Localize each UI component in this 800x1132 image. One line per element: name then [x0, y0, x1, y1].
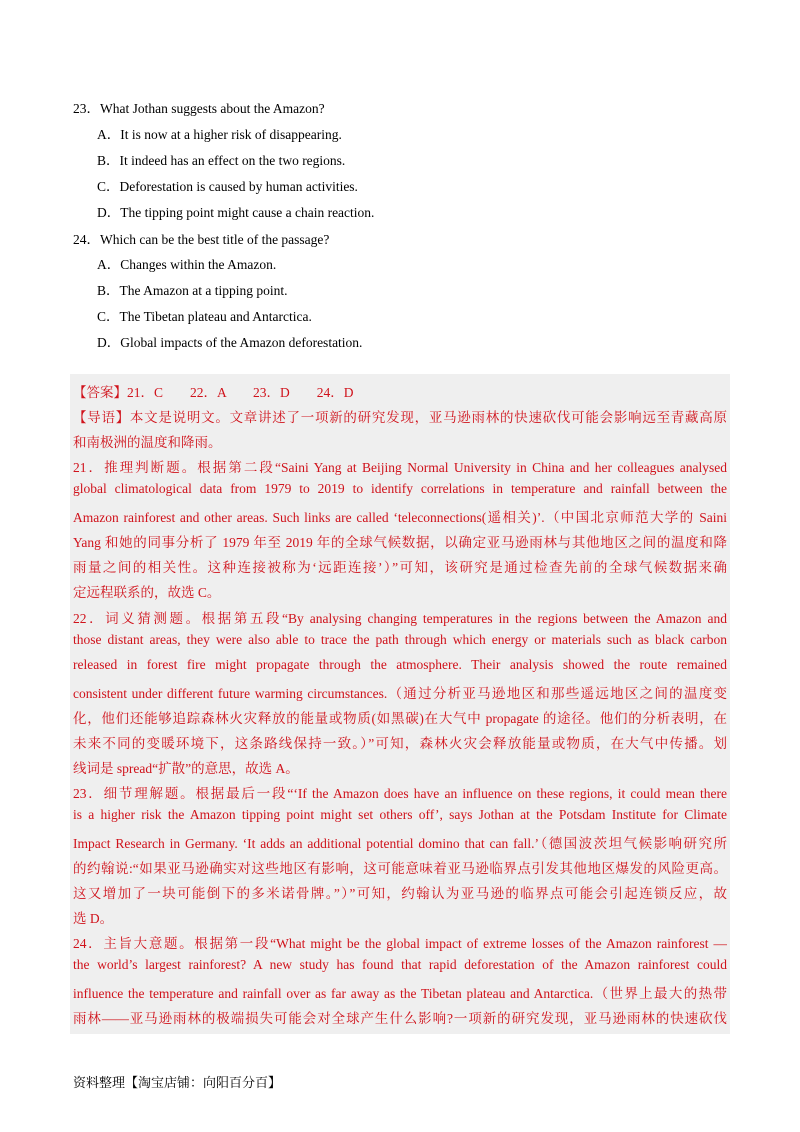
explanation-line: released in forest fire might propagate through the atmosphere. Their analysis showed the route remained [73, 657, 727, 672]
explanation-line: global climatological data from 1979 to 2019 to identify correlations in temperature and rainfall between the [73, 481, 727, 496]
footer-source: 资料整理【淘宝店铺：向阳百分百】 [73, 1075, 282, 1090]
explanation-line: Impact Research in Germany. ‘It adds an additional potential domino that can fall.’（德国波茨坦气候影响研究所 [73, 836, 727, 851]
explanation-line: 定远程联系的，故选 C。 [73, 585, 221, 600]
explanation-line: 24．主旨大意题。根据第一段“What might be the global impact of extreme losses of the Amazon rainforest — [73, 936, 727, 951]
explanation-line: Yang 和她的同事分析了 1979 年至 2019 年的全球气候数据，以确定亚马逊雨林与其他地区之间的温度和降 [73, 535, 727, 550]
explanation-line: is a higher risk the Amazon tipping point might set others off’, says Jothan at the Potsdam Institute for Climate [73, 807, 727, 822]
question-24-option-a: A．Changes within the Amazon. [97, 257, 277, 272]
explanation-line: those distant areas, they were also able to trace the path through which energy or materials such as black carbon [73, 632, 727, 647]
explanation-line: 线词是 spread“扩散”的意思，故选 A。 [73, 761, 299, 776]
explanation-line: the world’s largest rainforest? A new study has found that rapid deforestation of the Amazon rainforest could [73, 957, 727, 972]
explanation-line: 的约翰说:“如果亚马逊确实对这些地区有影响，这可能意味着亚马逊临界点引发其他地区爆发的风险更高。 [73, 861, 727, 876]
explanation-line: influence the temperature and rainfall over as far away as the Tibetan plateau and Antarctica.（世界上最大的热带 [73, 986, 727, 1001]
question-24-stem: 24．Which can be the best title of the passage? [73, 232, 330, 247]
explanation-line: 22．词义猜测题。根据第五段“By analysing changing temperatures in the regions between the Amazon and [73, 611, 727, 626]
answer-key: 【答案】21．C 22．A 23．D 24．D [73, 385, 354, 400]
explanation-line: Amazon rainforest and other areas. Such links are called ‘teleconnections(遥相关)’.（中国北京师范大学的 Saini [73, 510, 727, 525]
question-24-option-c: C．The Tibetan plateau and Antarctica. [97, 309, 312, 324]
explanation-line: 这又增加了一块可能倒下的多米诺骨牌。”）”可知，约翰认为亚马逊的临界点可能会引起连锁反应，故 [73, 886, 727, 901]
explanation-line: 【导语】本文是说明文。文章讲述了一项新的研究发现，亚马逊雨林的快速砍伐可能会影响远至青藏高原 [73, 410, 727, 425]
question-23-stem: 23．What Jothan suggests about the Amazon? [73, 101, 325, 116]
explanation-line: 23．细节理解题。根据最后一段“‘If the Amazon does have an influence on these regions, it could mean there [73, 786, 727, 801]
explanation-line: 雨林——亚马逊雨林的极端损失可能会对全球产生什么影响?一项新的研究发现，亚马逊雨林的快速砍伐 [73, 1011, 727, 1026]
explanation-line: consistent under different future warming circumstances.（通过分析亚马逊地区和那些遥远地区之间的温度变 [73, 686, 727, 701]
question-23-option-c: C．Deforestation is caused by human activities. [97, 179, 358, 194]
question-23-option-a: A．It is now at a higher risk of disappearing. [97, 127, 342, 142]
explanation-line: 雨量之间的相关性。这种连接被称为‘远距连接’）”可知，该研究是通过检查先前的全球气候数据来确 [73, 560, 727, 575]
question-23-option-b: B．It indeed has an effect on the two regions. [97, 153, 346, 168]
explanation-line: 和南极洲的温度和降雨。 [73, 435, 222, 450]
question-24-option-d: D．Global impacts of the Amazon deforestation. [97, 335, 363, 350]
question-23-option-d: D．The tipping point might cause a chain reaction. [97, 205, 375, 220]
explanation-line: 未来不同的变暖环境下，这条路线保持一致。）”可知，森林火灾会释放能量或物质，在大气中传播。划 [73, 736, 727, 751]
explanation-line: 化，他们还能够追踪森林火灾释放的能量或物质(如黑碳)在大气中 propagate 的途径。他们的分析表明，在 [73, 711, 727, 726]
explanation-line: 选 D。 [73, 911, 114, 926]
explanation-line: 21．推理判断题。根据第二段“Saini Yang at Beijing Normal University in China and her colleagues analysed [73, 460, 727, 475]
question-24-option-b: B．The Amazon at a tipping point. [97, 283, 288, 298]
